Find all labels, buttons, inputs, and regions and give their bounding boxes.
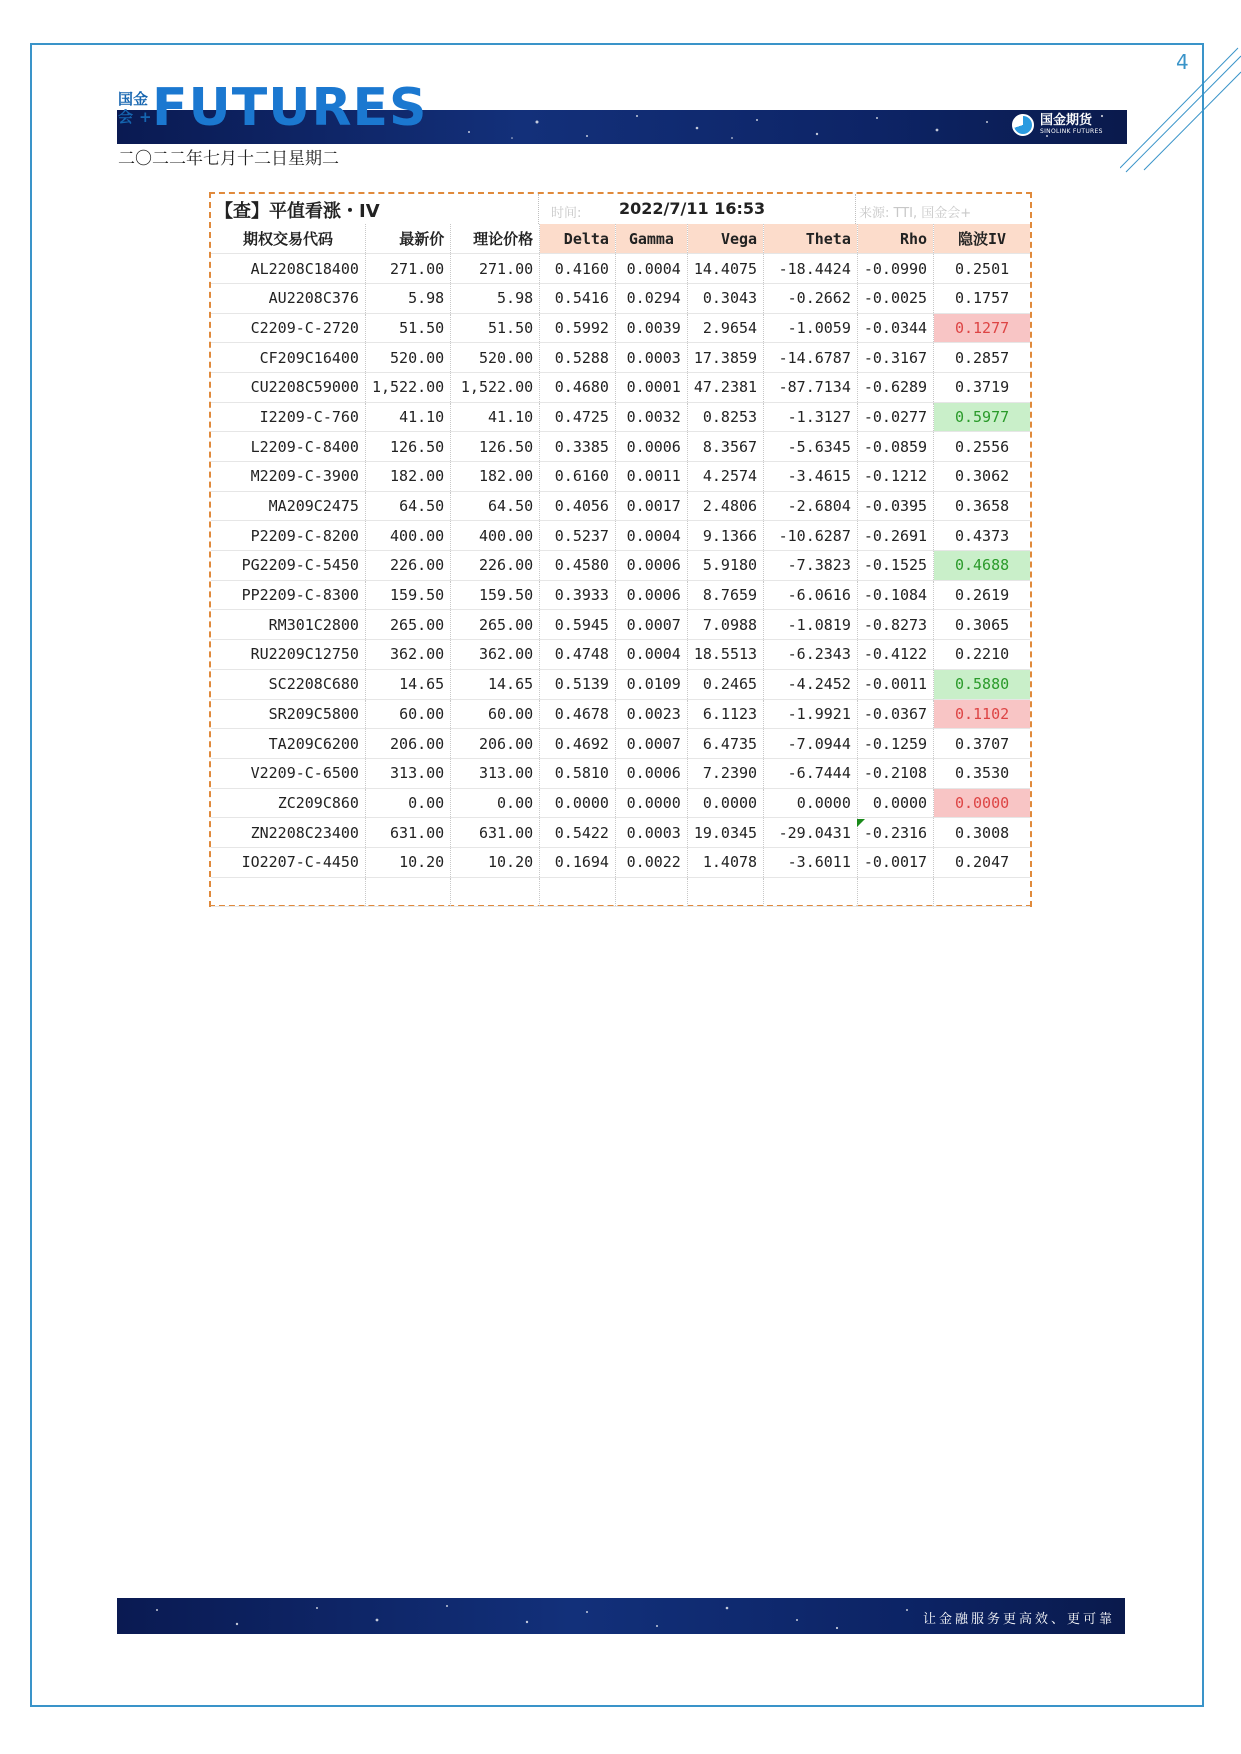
- cell-gamma: 0.0001: [615, 372, 687, 402]
- brand-futures-title: FUTURES: [152, 78, 428, 138]
- cell-code: PP2209-C-8300: [211, 580, 365, 610]
- cell-delta: 0.3933: [540, 580, 616, 610]
- cell-rho: -0.0277: [857, 402, 933, 432]
- cell-rho: -0.0367: [857, 699, 933, 729]
- cell-rho: 0.0000: [857, 788, 933, 818]
- cell-gamma: 0.0006: [615, 551, 687, 581]
- cell-last: 60.00: [365, 699, 450, 729]
- cell-theo: 313.00: [451, 758, 540, 788]
- logo-cn-text: 国金期货: [1040, 113, 1093, 128]
- table-row: [211, 283, 1030, 313]
- cell-rho: -0.1084: [857, 580, 933, 610]
- cell-gamma: 0.0004: [615, 521, 687, 551]
- cell-rho: -0.4122: [857, 640, 933, 670]
- cell-delta: 0.4056: [540, 491, 616, 521]
- cell-delta: 0.4692: [540, 729, 616, 759]
- cell-theta: -7.0944: [764, 729, 858, 759]
- cell-iv: 0.3658: [934, 491, 1030, 521]
- cell-code: PG2209-C-5450: [211, 551, 365, 581]
- table-row: [211, 788, 1030, 818]
- cell-code: M2209-C-3900: [211, 462, 365, 492]
- cell-delta: 0.4678: [540, 699, 616, 729]
- empty-cell: [934, 877, 1030, 907]
- cell-gamma: 0.0006: [615, 432, 687, 462]
- cell-last: 271.00: [365, 254, 450, 284]
- cell-delta: 0.6160: [540, 462, 616, 492]
- cell-gamma: 0.0023: [615, 699, 687, 729]
- cell-vega: 0.2465: [687, 669, 763, 699]
- cell-vega: 8.3567: [687, 432, 763, 462]
- cell-theta: -7.3823: [764, 551, 858, 581]
- cell-gamma: 0.0011: [615, 462, 687, 492]
- cell-iv: 0.3062: [934, 462, 1030, 492]
- cell-code: CF209C16400: [211, 343, 365, 373]
- cell-rho: -0.0017: [857, 847, 933, 877]
- cell-last: 265.00: [365, 610, 450, 640]
- cell-vega: 17.3859: [687, 343, 763, 373]
- cell-code: SC2208C680: [211, 669, 365, 699]
- cell-gamma: 0.0022: [615, 847, 687, 877]
- panel-title: 【查】平值看涨・IV: [215, 201, 380, 222]
- cell-theo: 60.00: [451, 699, 540, 729]
- cell-rho: -0.3167: [857, 343, 933, 373]
- footer-slogan: 让金融服务更高效、更可靠: [922, 1612, 1115, 1627]
- cell-rho: -0.0025: [857, 283, 933, 313]
- empty-cell: [365, 877, 450, 907]
- cell-last: 362.00: [365, 640, 450, 670]
- cell-gamma: 0.0109: [615, 669, 687, 699]
- cell-delta: 0.5992: [540, 313, 616, 343]
- cell-last: 206.00: [365, 729, 450, 759]
- header-last: 最新价: [365, 224, 450, 254]
- cell-delta: 0.4725: [540, 402, 616, 432]
- iv-table-panel: [209, 192, 1032, 907]
- cell-delta: 0.5945: [540, 610, 616, 640]
- cell-code: MA209C2475: [211, 491, 365, 521]
- table-row: [211, 402, 1030, 432]
- cell-vega: 0.8253: [687, 402, 763, 432]
- cell-last: 0.00: [365, 788, 450, 818]
- cell-theta: -14.6787: [764, 343, 858, 373]
- cell-last: 631.00: [365, 818, 450, 848]
- cell-iv: 0.2556: [934, 432, 1030, 462]
- cell-theo: 0.00: [451, 788, 540, 818]
- cell-theta: -1.0819: [764, 610, 858, 640]
- cell-iv: 0.2501: [934, 254, 1030, 284]
- cell-theo: 64.50: [451, 491, 540, 521]
- cell-delta: 0.4160: [540, 254, 616, 284]
- cell-gamma: 0.0003: [615, 343, 687, 373]
- cell-iv: 0.5977: [934, 402, 1030, 432]
- cell-rho: -0.0011: [857, 669, 933, 699]
- panel-topbar: [211, 194, 1030, 224]
- cell-gamma: 0.0004: [615, 254, 687, 284]
- sinolink-logo: [1012, 114, 1103, 136]
- cell-code: V2209-C-6500: [211, 758, 365, 788]
- cell-vega: 0.3043: [687, 283, 763, 313]
- cell-vega: 9.1366: [687, 521, 763, 551]
- cell-last: 159.50: [365, 580, 450, 610]
- topbar-divider: [855, 194, 856, 224]
- cell-theo: 362.00: [451, 640, 540, 670]
- table-row: [211, 343, 1030, 373]
- table-row: [211, 847, 1030, 877]
- cell-iv: 0.1277: [934, 313, 1030, 343]
- cell-iv: 0.3530: [934, 758, 1030, 788]
- header-theo: 理论价格: [451, 224, 540, 254]
- cell-delta: 0.5422: [540, 818, 616, 848]
- cell-iv: 0.0000: [934, 788, 1030, 818]
- header-vega: Vega: [687, 224, 763, 254]
- cell-rho: -0.0990: [857, 254, 933, 284]
- cell-gamma: 0.0004: [615, 640, 687, 670]
- corner-decoration: [1120, 46, 1241, 176]
- table-header-row: [211, 224, 1030, 254]
- header-iv: 隐波IV: [934, 224, 1030, 254]
- cell-theo: 1,522.00: [451, 372, 540, 402]
- cell-delta: 0.5416: [540, 283, 616, 313]
- cell-iv: 0.2619: [934, 580, 1030, 610]
- cell-theta: -87.7134: [764, 372, 858, 402]
- cell-gamma: 0.0294: [615, 283, 687, 313]
- cell-last: 126.50: [365, 432, 450, 462]
- cell-vega: 0.0000: [687, 788, 763, 818]
- cell-code: C2209-C-2720: [211, 313, 365, 343]
- cell-delta: 0.5810: [540, 758, 616, 788]
- cell-iv: 0.4373: [934, 521, 1030, 551]
- table-row: [211, 580, 1030, 610]
- cell-vega: 6.4735: [687, 729, 763, 759]
- empty-cell: [857, 877, 933, 907]
- cell-iv: 0.1102: [934, 699, 1030, 729]
- cell-delta: 0.5288: [540, 343, 616, 373]
- cell-rho: -0.1259: [857, 729, 933, 759]
- cell-code: SR209C5800: [211, 699, 365, 729]
- cell-theta: -29.0431: [764, 818, 858, 848]
- brand-plus: +: [139, 108, 152, 126]
- brand-cn-line2: 会: [118, 108, 134, 126]
- cell-iv: 0.2210: [934, 640, 1030, 670]
- footer-band: [117, 1598, 1125, 1634]
- cell-theta: -18.4424: [764, 254, 858, 284]
- header-code: 期权交易代码: [211, 224, 365, 254]
- cell-last: 14.65: [365, 669, 450, 699]
- cell-iv: 0.1757: [934, 283, 1030, 313]
- cell-code: ZN2208C23400: [211, 818, 365, 848]
- cell-theo: 226.00: [451, 551, 540, 581]
- cell-rho: -0.1212: [857, 462, 933, 492]
- cell-last: 5.98: [365, 283, 450, 313]
- cell-delta: 0.3385: [540, 432, 616, 462]
- cell-gamma: 0.0017: [615, 491, 687, 521]
- brand-cn-line1: 国金: [118, 90, 149, 108]
- cell-code: RM301C2800: [211, 610, 365, 640]
- cell-theta: -0.2662: [764, 283, 858, 313]
- cell-delta: 0.5237: [540, 521, 616, 551]
- cell-theta: -10.6287: [764, 521, 858, 551]
- cell-theta: 0.0000: [764, 788, 858, 818]
- empty-cell: [615, 877, 687, 907]
- cell-theo: 51.50: [451, 313, 540, 343]
- logo-en-text: SINOLINK FUTURES: [1040, 128, 1103, 135]
- cell-rho: -0.8273: [857, 610, 933, 640]
- cell-delta: 0.0000: [540, 788, 616, 818]
- cell-gamma: 0.0032: [615, 402, 687, 432]
- cell-iv: 0.2857: [934, 343, 1030, 373]
- page-number: 4: [1176, 50, 1189, 74]
- cell-rho: -0.2108: [857, 758, 933, 788]
- cell-theo: 265.00: [451, 610, 540, 640]
- empty-cell: [451, 877, 540, 907]
- cell-gamma: 0.0007: [615, 610, 687, 640]
- cell-theta: -5.6345: [764, 432, 858, 462]
- cell-theta: -1.3127: [764, 402, 858, 432]
- cell-theta: -1.9921: [764, 699, 858, 729]
- cell-code: P2209-C-8200: [211, 521, 365, 551]
- cell-iv: 0.3065: [934, 610, 1030, 640]
- table-row: [211, 758, 1030, 788]
- cell-vega: 18.5513: [687, 640, 763, 670]
- table-row: [211, 462, 1030, 492]
- cell-code: AU2208C376: [211, 283, 365, 313]
- cell-gamma: 0.0007: [615, 729, 687, 759]
- cell-theta: -4.2452: [764, 669, 858, 699]
- empty-cell: [764, 877, 858, 907]
- source-label: 来源: TTI, 国金会+: [859, 206, 972, 221]
- cell-theo: 126.50: [451, 432, 540, 462]
- cell-theo: 271.00: [451, 254, 540, 284]
- cell-code: RU2209C12750: [211, 640, 365, 670]
- cell-last: 182.00: [365, 462, 450, 492]
- cell-delta: 0.5139: [540, 669, 616, 699]
- table-row: [211, 491, 1030, 521]
- cell-theta: -1.0059: [764, 313, 858, 343]
- cell-theo: 41.10: [451, 402, 540, 432]
- cell-code: ZC209C860: [211, 788, 365, 818]
- cell-iv: 0.5880: [934, 669, 1030, 699]
- cell-vega: 6.1123: [687, 699, 763, 729]
- header-theta: Theta: [764, 224, 858, 254]
- cell-iv: 0.4688: [934, 551, 1030, 581]
- cell-last: 51.50: [365, 313, 450, 343]
- cell-theta: -6.7444: [764, 758, 858, 788]
- cell-theta: -6.0616: [764, 580, 858, 610]
- cell-gamma: 0.0003: [615, 818, 687, 848]
- cell-comment-marker: [857, 819, 865, 827]
- cell-rho: -0.6289: [857, 372, 933, 402]
- table-row: [211, 254, 1030, 284]
- cell-iv: 0.3719: [934, 372, 1030, 402]
- cell-last: 400.00: [365, 521, 450, 551]
- table-row: [211, 729, 1030, 759]
- cell-rho: -0.0344: [857, 313, 933, 343]
- cell-theta: -3.4615: [764, 462, 858, 492]
- cell-vega: 19.0345: [687, 818, 763, 848]
- cell-rho: -0.0859: [857, 432, 933, 462]
- cell-theo: 206.00: [451, 729, 540, 759]
- cell-code: CU2208C59000: [211, 372, 365, 402]
- empty-cell: [540, 877, 616, 907]
- cell-rho: -0.0395: [857, 491, 933, 521]
- cell-vega: 2.9654: [687, 313, 763, 343]
- empty-cell: [687, 877, 763, 907]
- cell-last: 41.10: [365, 402, 450, 432]
- cell-delta: 0.4680: [540, 372, 616, 402]
- cell-last: 520.00: [365, 343, 450, 373]
- table-row: [211, 610, 1030, 640]
- cell-gamma: 0.0000: [615, 788, 687, 818]
- cell-theo: 159.50: [451, 580, 540, 610]
- cell-code: L2209-C-8400: [211, 432, 365, 462]
- cell-theta: -6.2343: [764, 640, 858, 670]
- cell-iv: 0.3707: [934, 729, 1030, 759]
- cell-vega: 7.2390: [687, 758, 763, 788]
- table-row: [211, 313, 1030, 343]
- cell-theta: -3.6011: [764, 847, 858, 877]
- header-delta: Delta: [540, 224, 616, 254]
- cell-code: I2209-C-760: [211, 402, 365, 432]
- cell-vega: 8.7659: [687, 580, 763, 610]
- header-rho: Rho: [857, 224, 933, 254]
- cell-theo: 520.00: [451, 343, 540, 373]
- cell-rho: -0.1525: [857, 551, 933, 581]
- table-row: [211, 640, 1030, 670]
- cell-gamma: 0.0006: [615, 580, 687, 610]
- cell-code: AL2208C18400: [211, 254, 365, 284]
- cell-last: 1,522.00: [365, 372, 450, 402]
- table-row: [211, 551, 1030, 581]
- cell-last: 226.00: [365, 551, 450, 581]
- cell-theo: 400.00: [451, 521, 540, 551]
- sinolink-logo-icon: [1012, 114, 1034, 136]
- cell-delta: 0.4580: [540, 551, 616, 581]
- cell-theo: 182.00: [451, 462, 540, 492]
- cell-vega: 14.4075: [687, 254, 763, 284]
- cell-rho: -0.2691: [857, 521, 933, 551]
- cell-last: 10.20: [365, 847, 450, 877]
- cell-last: 313.00: [365, 758, 450, 788]
- header-gamma: Gamma: [615, 224, 687, 254]
- cell-last: 64.50: [365, 491, 450, 521]
- cell-rho: -0.2316: [857, 818, 933, 848]
- empty-row: [211, 877, 1030, 907]
- iv-table: [211, 224, 1030, 907]
- cell-theo: 5.98: [451, 283, 540, 313]
- cell-delta: 0.4748: [540, 640, 616, 670]
- cell-theo: 14.65: [451, 669, 540, 699]
- topbar-divider: [538, 194, 539, 224]
- table-row: [211, 372, 1030, 402]
- empty-cell: [211, 877, 365, 907]
- table-row: [211, 432, 1030, 462]
- cell-vega: 2.4806: [687, 491, 763, 521]
- cell-gamma: 0.0039: [615, 313, 687, 343]
- cell-theta: -2.6804: [764, 491, 858, 521]
- cell-vega: 1.4078: [687, 847, 763, 877]
- time-label: 时间:: [551, 206, 582, 221]
- cell-delta: 0.1694: [540, 847, 616, 877]
- cell-iv: 0.2047: [934, 847, 1030, 877]
- table-row: [211, 818, 1030, 848]
- cell-gamma: 0.0006: [615, 758, 687, 788]
- cell-theo: 631.00: [451, 818, 540, 848]
- cell-iv: 0.3008: [934, 818, 1030, 848]
- cell-code: TA209C6200: [211, 729, 365, 759]
- cell-vega: 4.2574: [687, 462, 763, 492]
- cell-vega: 5.9180: [687, 551, 763, 581]
- table-row: [211, 521, 1030, 551]
- time-value: 2022/7/11 16:53: [619, 199, 766, 218]
- report-date: 二〇二二年七月十二日星期二: [118, 149, 339, 169]
- table-row: [211, 669, 1030, 699]
- cell-vega: 47.2381: [687, 372, 763, 402]
- table-row: [211, 699, 1030, 729]
- cell-vega: 7.0988: [687, 610, 763, 640]
- cell-theo: 10.20: [451, 847, 540, 877]
- cell-code: IO2207-C-4450: [211, 847, 365, 877]
